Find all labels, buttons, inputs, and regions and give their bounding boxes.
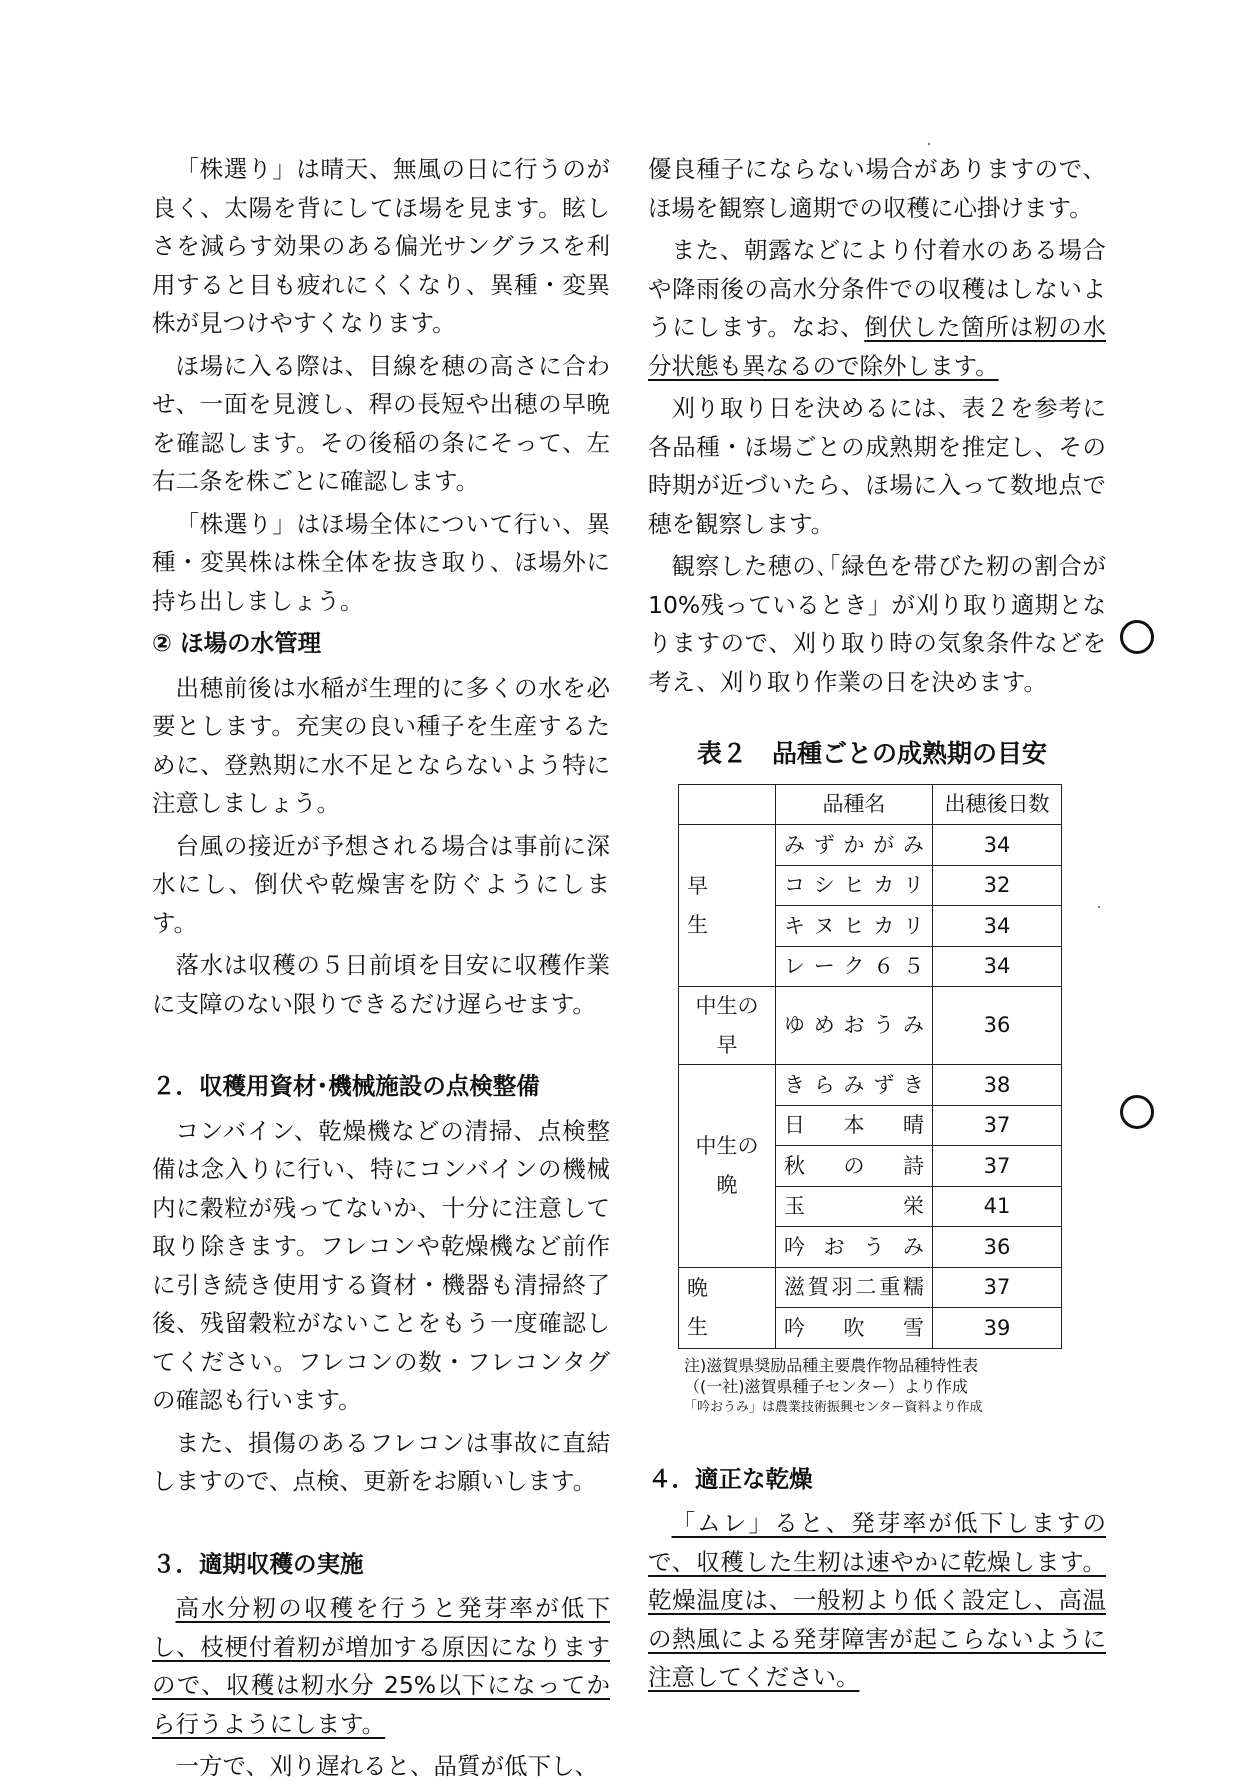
header-variety: 品種名 <box>776 784 933 825</box>
paragraph: コンバイン、乾燥機などの清掃、点検整備は念入りに行い、特にコンバインの機械内に穀粒が残ってないか、十分に注意して取り除きます。フレコンや乾燥機など前作に引き続き使用する資材・機器も清掃終了後、残留穀粒がないことをもう一度確認してください。フレコンの数・フレコンタグの確認も行います。 <box>152 1116 610 1414</box>
paragraph: 観察した穂の､｢緑色を帯びた籾の割合が10%残っているとき」が刈り取り適期となりますので、刈り取り時の気象条件などを考え、刈り取り作業の日を決めます。 <box>648 552 1106 696</box>
right-column <box>648 150 1106 1701</box>
variety-cell: キヌヒカリ <box>776 906 933 947</box>
note-line: 「吟おうみ」は農業技術振興センター資料より作成 <box>684 1399 983 1415</box>
circle-mark <box>1120 1095 1154 1129</box>
maturity-table <box>678 784 1062 1349</box>
paragraph: 台風の接近が予想される場合は事前に深水にし、倒伏や乾燥害を防ぐようにします。 <box>152 831 610 937</box>
underlined-paragraph: 高水分籾の収穫を行うと発芽率が低下し、枝梗付着籾が増加する原因になりますので、収穫は籾水分 25%以下になってから行うようにします。 <box>152 1594 610 1738</box>
variety-cell: コシヒカリ <box>776 865 933 906</box>
variety-cell: 日本晴 <box>776 1105 933 1146</box>
variety-cell: きらみずき <box>776 1065 933 1106</box>
days-cell: 34 <box>933 825 1062 866</box>
days-cell: 37 <box>933 1105 1062 1146</box>
speck <box>1098 906 1100 908</box>
group-cell: 中生の晩 <box>679 1065 776 1268</box>
note-line: （(一社)滋賀県種子センター）より作成 <box>684 1376 968 1396</box>
variety-cell: 吟吹雪 <box>776 1308 933 1349</box>
table-row <box>679 1065 1062 1106</box>
circle-mark <box>1120 620 1154 654</box>
days-cell: 36 <box>933 987 1062 1065</box>
days-cell: 36 <box>933 1227 1062 1268</box>
paragraph: 刈り取り日を決めるには、表２を参考に各品種・ほ場ごとの成熟期を推定し、その時期が近づいたら、ほ場に入って数地点で穂を観察します。 <box>648 394 1106 538</box>
group-cell: 中生の早 <box>679 987 776 1065</box>
underlined-text: 倒伏した箇所は籾の水分状態も異なるので除外します。 <box>648 313 1106 380</box>
underlined-paragraph: 「ムレ」ると、発芽率が低下しますので、収穫した生籾は速やかに乾燥します。乾燥温度は、一般籾より低く設定し、高温の熱風による発芽障害が起こらないように注意してください。 <box>648 1509 1106 1691</box>
paragraph: 優良種子にならない場合がありますので、ほ場を観察し適期での収穫に心掛けます。 <box>648 155 1106 222</box>
paragraph: 「株選り」は晴天、無風の日に行うのが良く、太陽を背にしてほ場を見ます。眩しさを減らす効果のある偏光サングラスを利用すると目も疲れにくくなり、異種・変異株が見つけやすくなります。 <box>152 155 610 337</box>
paragraph-text: また、朝露などにより付着水のある場合や降雨後の高水分条件での収穫はしないようにします。なお、 <box>648 236 1106 341</box>
table-row <box>679 987 1062 1065</box>
paragraph: 落水は収穫の５日前頃を目安に収穫作業に支障のない限りできるだけ遅らせます。 <box>152 951 610 1018</box>
section-heading-3: ３．適期収穫の実施 <box>152 1549 364 1578</box>
paragraph: ほ場に入る際は、目線を穂の高さに合わせ、一面を見渡し、稈の長短や出穂の早晩を確認します。その後稲の条にそって、左右二条を株ごとに確認します。 <box>152 351 610 495</box>
days-cell: 38 <box>933 1065 1062 1106</box>
paragraph: 「株選り」はほ場全体について行い、異種・変異株は株全体を抜き取り、ほ場外に持ち出しましょう。 <box>152 509 610 615</box>
subheading-water-management: ② ほ場の水管理 <box>152 629 322 657</box>
group-cell: 晩 生 <box>679 1267 776 1348</box>
variety-cell: 滋賀羽二重糯 <box>776 1267 933 1308</box>
table-header-row <box>679 784 1062 825</box>
left-column <box>152 150 610 1790</box>
speck <box>928 143 930 145</box>
paragraph <box>648 231 1106 385</box>
group-cell: 早 生 <box>679 825 776 987</box>
table-row <box>679 1267 1062 1308</box>
paragraph: また、損傷のあるフレコンは事故に直結しますので、点検、更新をお願いします。 <box>152 1428 610 1495</box>
days-cell: 39 <box>933 1308 1062 1349</box>
header-days: 出穂後日数 <box>933 784 1062 825</box>
days-cell: 32 <box>933 865 1062 906</box>
variety-cell: 秋の詩 <box>776 1146 933 1187</box>
days-cell: 37 <box>933 1146 1062 1187</box>
variety-cell: みずかがみ <box>776 825 933 866</box>
variety-cell: ゆめおうみ <box>776 987 933 1065</box>
section-heading-4: ４．適正な乾燥 <box>648 1464 813 1493</box>
section-heading-2: ２．収穫用資材･機械施設の点検整備 <box>152 1072 540 1100</box>
table-caption: 表２ 品種ごとの成熟期の目安 <box>696 739 1047 768</box>
variety-cell: レーク６５ <box>776 946 933 987</box>
days-cell: 34 <box>933 946 1062 987</box>
header-empty-cell <box>679 784 776 825</box>
paragraph: 出穂前後は水稲が生理的に多くの水を必要とします。充実の良い種子を生産するために、登熟期に水不足とならないよう特に注意しましょう。 <box>152 673 610 817</box>
note-line: 注)滋賀県奨励品種主要農作物品種特性表 <box>684 1355 979 1375</box>
days-cell: 41 <box>933 1186 1062 1227</box>
variety-cell: 玉栄 <box>776 1186 933 1227</box>
days-cell: 37 <box>933 1267 1062 1308</box>
variety-cell: 吟おうみ <box>776 1227 933 1268</box>
table-notes <box>684 1355 1106 1418</box>
table-row <box>679 825 1062 866</box>
paragraph: 一方で、刈り遅れると、品質が低下し、 <box>175 1752 599 1780</box>
days-cell: 34 <box>933 906 1062 947</box>
